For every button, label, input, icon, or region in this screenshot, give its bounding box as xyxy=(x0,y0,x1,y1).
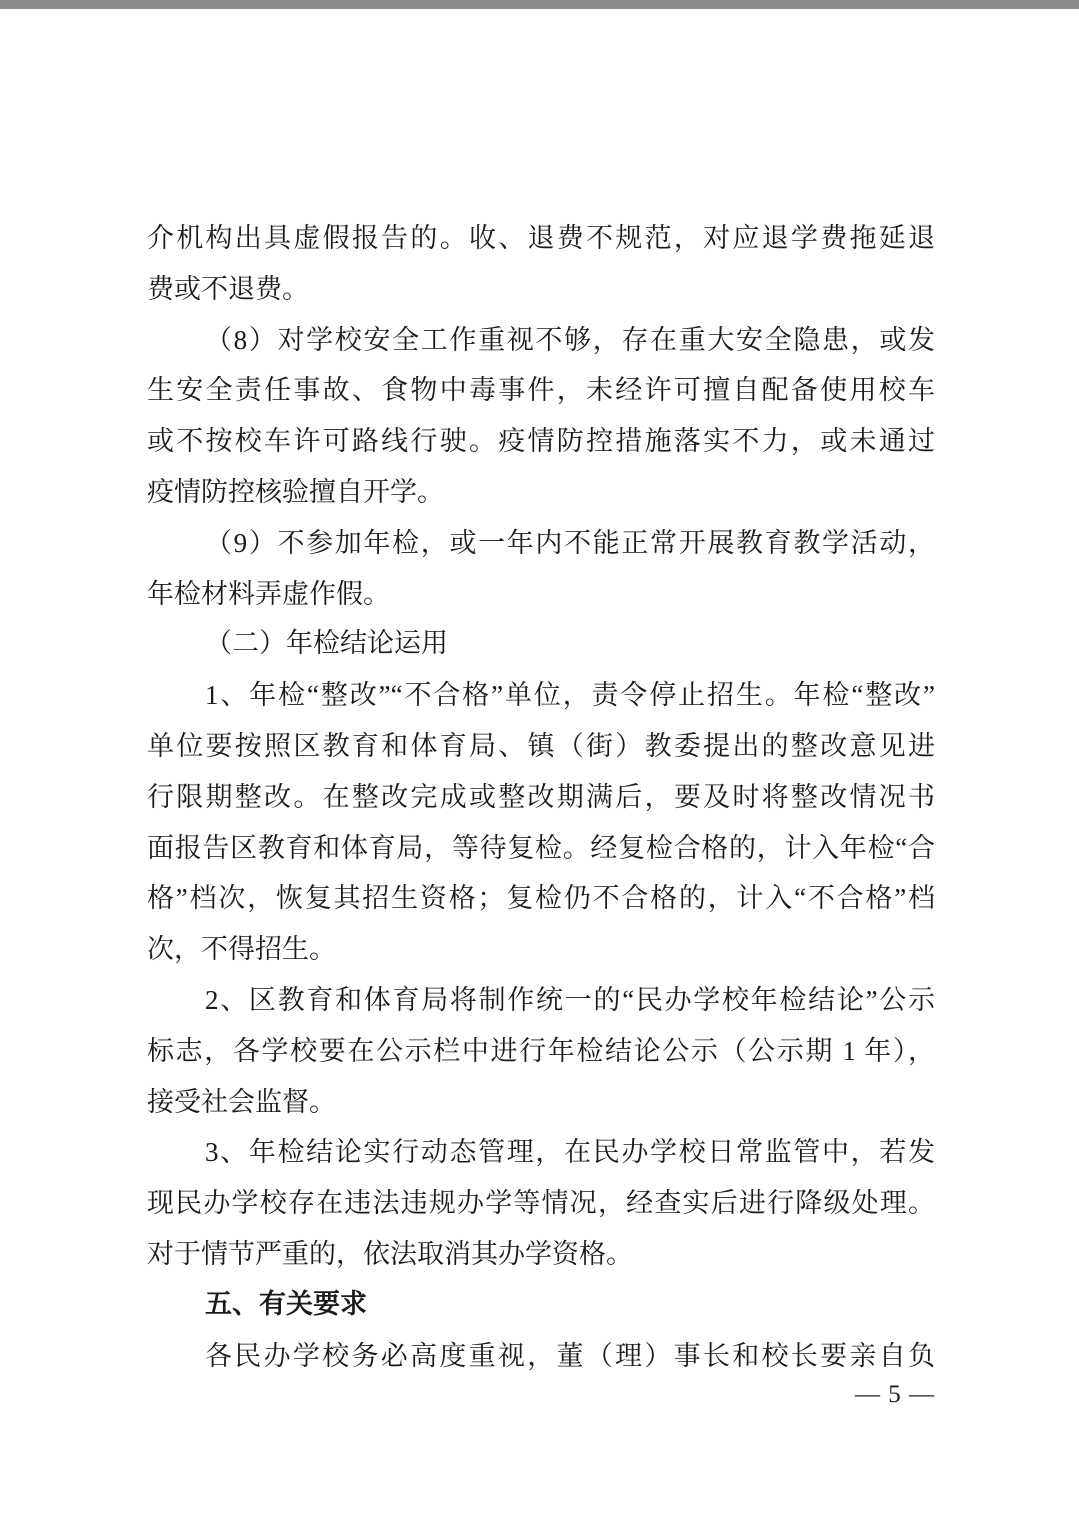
paragraph-item-8 xyxy=(147,315,935,518)
text-line: 1、年检“整改”“不合格”单位，责令停止招生。年检“整改” xyxy=(205,680,935,711)
text-line: 对于情节严重的，依法取消其办学资格。 xyxy=(147,1238,633,1269)
text-line: 标志，各学校要在公示栏中进行年检结论公示（公示期 1 年）， xyxy=(147,1035,935,1066)
text-line: 疫情防控核验擅自开学。 xyxy=(147,476,444,507)
text-line: 2、区教育和体育局将制作统一的“民办学校年检结论”公示 xyxy=(205,984,935,1015)
paragraph-point-2 xyxy=(147,975,935,1127)
text-line: 面报告区教育和体育局，等待复检。经复检合格的，计入年检“合 xyxy=(147,832,935,863)
text-line: 费或不退费。 xyxy=(147,273,309,304)
scan-top-border xyxy=(0,0,1079,9)
text-line: 次，不得招生。 xyxy=(147,934,336,965)
text-line: 介机构出具虚假报告的。收、退费不规范，对应退学费拖延退 xyxy=(147,223,935,253)
text-line: （9）不参加年检，或一年内不能正常开展教育教学活动， xyxy=(205,527,935,558)
paragraph-point-3 xyxy=(147,1127,935,1279)
text-line: 单位要按照区教育和体育局、镇（街）教委提出的整改意见进 xyxy=(147,730,935,761)
document-body xyxy=(147,213,935,1381)
paragraph-item-9 xyxy=(147,518,935,620)
text-line: 生安全责任事故、食物中毒事件，未经许可擅自配备使用校车 xyxy=(147,375,935,406)
paragraph-point-1 xyxy=(147,670,935,975)
text-line: 现民办学校存在违法违规办学等情况，经查实后进行降级处理。 xyxy=(147,1188,935,1219)
section-heading-requirements: 五、有关要求 xyxy=(205,1288,367,1320)
text-line: （8）对学校安全工作重视不够，存在重大安全隐患，或发 xyxy=(205,324,935,355)
text-line: 格”档次，恢复其招生资格；复检仍不合格的，计入“不合格”档 xyxy=(147,883,935,914)
text-line: 各民办学校务必高度重视，董（理）事长和校长要亲自负 xyxy=(205,1340,935,1371)
text-line: 或不按校车许可路线行驶。疫情防控措施落实不力，或未通过 xyxy=(147,426,935,457)
text-line: 年检材料弄虚作假。 xyxy=(147,578,390,609)
paragraph-continuation xyxy=(147,213,935,315)
text-line: 行限期整改。在整改完成或整改期满后，要及时将整改情况书 xyxy=(147,781,935,812)
text-line: 3、年检结论实行动态管理，在民办学校日常监管中，若发 xyxy=(205,1137,935,1168)
text-line: 接受社会监督。 xyxy=(147,1086,336,1117)
page-number: — 5 — xyxy=(855,1381,935,1408)
paragraph-final xyxy=(147,1331,935,1382)
subheading-conclusion-usage: （二）年检结论运用 xyxy=(205,628,448,660)
